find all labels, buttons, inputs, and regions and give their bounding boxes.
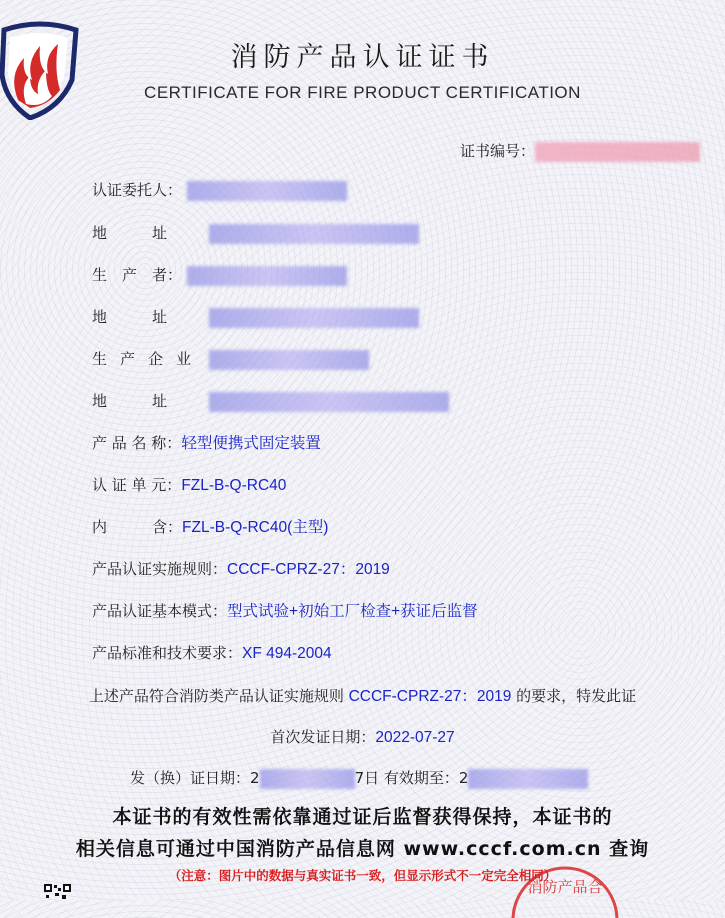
redacted-cert-no bbox=[535, 142, 700, 162]
certificate-title-cn: 消防产品认证证书 bbox=[230, 42, 495, 73]
field-row-applicant-address bbox=[92, 222, 419, 244]
issue-date-label: 发（换）证日期： bbox=[130, 769, 251, 787]
certificate-number bbox=[460, 140, 700, 162]
validity-text-line2: 相关信息可通过中国消防产品信息网 www.cccf.com.cn 查询 bbox=[75, 838, 650, 860]
conformity-statement bbox=[0, 684, 725, 706]
field-row-impl-rule bbox=[92, 558, 390, 580]
field-label: 内 含： bbox=[92, 518, 183, 536]
product-name-value: 轻型便携式固定装置 bbox=[181, 435, 321, 452]
field-row-applicant bbox=[92, 179, 347, 201]
field-label: 地 址 bbox=[92, 392, 168, 410]
field-label: 产 品 名 称： bbox=[92, 434, 182, 452]
field-row-product-name bbox=[92, 432, 321, 454]
issue-date-suffix: 7日 bbox=[354, 769, 380, 787]
valid-until-label: 有效期至： bbox=[383, 769, 459, 787]
statement-prefix: 上述产品符合消防类产品认证实施规则 bbox=[88, 687, 349, 705]
redacted-valid-until bbox=[468, 769, 588, 789]
redacted-value bbox=[209, 308, 419, 328]
field-label: 地 址 bbox=[92, 224, 168, 242]
statement-rule: CCCF-CPRZ-27：2019 bbox=[348, 688, 512, 705]
field-row-manufacturer bbox=[92, 348, 369, 370]
disclaimer-note: （注意：图片中的数据与真实证书一致，但显示形式不一定完全相同） bbox=[168, 868, 557, 883]
first-issue-value: 2022-07-27 bbox=[375, 729, 455, 746]
field-label: 认证委托人： bbox=[92, 181, 183, 199]
field-label: 生 产 者： bbox=[92, 266, 183, 284]
redacted-value bbox=[187, 266, 347, 286]
field-row-cert-unit bbox=[92, 474, 286, 496]
field-row-manufacturer-address bbox=[92, 390, 449, 412]
field-label: 产品标准和技术要求： bbox=[92, 644, 243, 662]
cert-unit-value: FZL-B-Q-RC40 bbox=[181, 477, 287, 494]
field-label: 产品认证基本模式： bbox=[92, 602, 228, 620]
field-label: 产品认证实施规则： bbox=[92, 560, 228, 578]
valid-until-partial: 2 bbox=[458, 769, 469, 787]
field-label: 地 址 bbox=[92, 308, 168, 326]
field-row-producer bbox=[92, 264, 347, 286]
cert-no-label: 证书编号： bbox=[460, 142, 536, 160]
first-issue-date bbox=[0, 726, 725, 747]
impl-rule-value: CCCF-CPRZ-27：2019 bbox=[227, 561, 390, 578]
red-seal-stamp bbox=[505, 858, 625, 918]
redacted-issue-date bbox=[260, 769, 355, 789]
basic-mode-value: 型式试验+初始工厂检查+获证后监督 bbox=[227, 603, 478, 620]
qr-code-icon bbox=[44, 882, 72, 900]
field-row-producer-address bbox=[92, 306, 419, 328]
seal-text: 消防产品合 bbox=[527, 878, 603, 896]
first-issue-label: 首次发证日期： bbox=[270, 728, 376, 746]
redacted-value bbox=[187, 181, 347, 201]
contains-value: FZL-B-Q-RC40(主型) bbox=[182, 519, 329, 536]
validity-text-line1: 本证书的有效性需依靠通过证后监督获得保持，本证书的 bbox=[112, 806, 613, 828]
certificate-title-en: CERTIFICATE FOR FIRE PRODUCT CERTIFICATION bbox=[144, 83, 581, 102]
field-row-basic-mode bbox=[92, 600, 478, 622]
issue-date-partial: 2 bbox=[250, 769, 260, 787]
standard-value: XF 494-2004 bbox=[242, 645, 332, 662]
redacted-value bbox=[209, 392, 449, 412]
field-row-standard bbox=[92, 642, 332, 664]
field-row-contains bbox=[92, 516, 328, 538]
issue-validity-row bbox=[130, 767, 588, 789]
redacted-value bbox=[209, 350, 369, 370]
field-label: 认 证 单 元： bbox=[92, 476, 182, 494]
statement-suffix: 的要求，特发此证 bbox=[511, 687, 637, 705]
field-label: 生产企业 bbox=[92, 350, 205, 368]
redacted-value bbox=[209, 224, 419, 244]
